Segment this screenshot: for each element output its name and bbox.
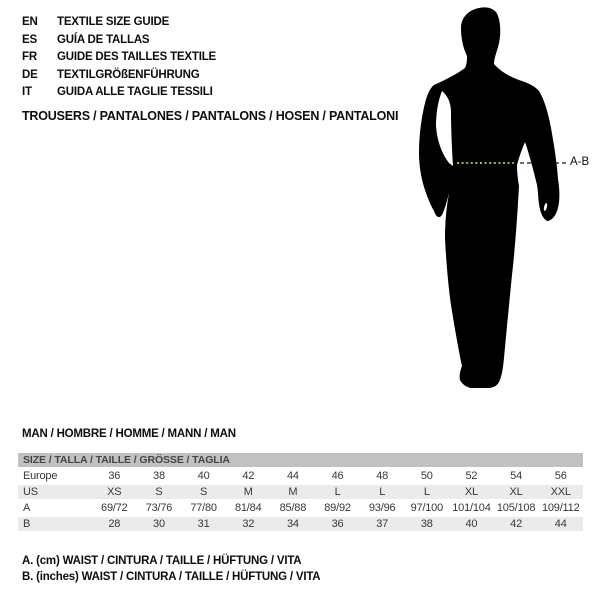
table-cell: 42 <box>510 518 522 530</box>
table-cell: 101/104 <box>452 502 491 514</box>
size-table-header: SIZE / TALLA / TAILLE / GRÖSSE / TAGLIA <box>18 453 583 467</box>
table-cell: 81/84 <box>234 502 262 514</box>
table-cell: 52 <box>465 470 478 482</box>
language-legend <box>22 14 216 102</box>
table-cell: M <box>243 486 253 498</box>
language-label: TEXTILE SIZE GUIDE <box>57 16 170 28</box>
language-row <box>22 49 216 67</box>
language-row <box>22 32 216 50</box>
language-row <box>22 67 216 85</box>
language-row <box>22 84 216 102</box>
language-label: GUIDE DES TAILLES TEXTILE <box>57 51 216 64</box>
man-silhouette-svg <box>395 0 600 395</box>
table-cell: 28 <box>108 518 121 530</box>
table-cell: 38 <box>153 470 165 482</box>
table-cell: 97/100 <box>410 502 444 514</box>
table-row-us <box>18 485 583 499</box>
table-cell: XL <box>509 486 523 498</box>
table-cell: 31 <box>197 518 210 530</box>
man-figure <box>395 0 600 395</box>
category-heading: TROUSERS / PANTALONES / PANTALONS / HOSEN / PANTALONI <box>22 109 399 123</box>
table-cell: 85/88 <box>279 502 307 514</box>
table-cell: L <box>423 486 430 498</box>
table-cell: XXL <box>550 486 571 498</box>
language-label: GUIDA ALLE TAGLIE TESSILI <box>57 86 213 99</box>
table-row-europe <box>18 469 583 483</box>
table-cell: 42 <box>242 470 255 482</box>
language-code: IT <box>22 86 32 99</box>
table-cell: 44 <box>286 470 299 482</box>
row-label: B <box>23 518 31 530</box>
table-cell: XL <box>464 486 478 498</box>
language-code: EN <box>22 16 38 28</box>
table-row-a-cm <box>18 501 583 515</box>
language-code: ES <box>22 33 37 46</box>
table-cell: 40 <box>465 518 478 530</box>
table-cell: L <box>379 486 386 498</box>
measurement-notes <box>22 553 320 585</box>
table-cell: 109/112 <box>541 502 580 514</box>
table-cell: 105/108 <box>496 502 536 514</box>
table-cell: 37 <box>376 518 389 530</box>
table-cell: 46 <box>331 470 344 482</box>
table-cell: 77/80 <box>190 502 217 514</box>
language-row <box>22 14 216 32</box>
table-cell: XS <box>107 486 122 498</box>
note-b: B. (inches) WAIST / CINTURA / TAILLE / HÜFTUNG / VITA <box>22 571 321 583</box>
note-a: A. (cm) WAIST / CINTURA / TAILLE / HÜFTUNG / VITA <box>22 555 302 567</box>
table-cell: L <box>334 486 341 498</box>
table-cell: 48 <box>376 470 389 482</box>
gender-heading: MAN / HOMBRE / HOMME / MANN / MAN <box>22 428 236 440</box>
row-label: Europe <box>23 470 58 482</box>
language-code: FR <box>22 51 37 64</box>
language-code: DE <box>22 68 38 81</box>
table-cell: S <box>155 486 163 498</box>
table-cell: M <box>288 486 298 498</box>
table-cell: 36 <box>331 518 344 530</box>
measure-ab-label: A-B <box>570 156 590 168</box>
table-cell: 89/92 <box>324 502 351 514</box>
language-label: TEXTILGRÖßENFÜHRUNG <box>57 68 200 81</box>
table-cell: 32 <box>242 518 255 530</box>
table-cell: 34 <box>286 518 299 530</box>
table-row-b-inches <box>18 517 583 531</box>
table-cell: 44 <box>554 518 567 530</box>
table-cell: 38 <box>420 518 433 530</box>
table-cell: 93/96 <box>368 502 396 514</box>
table-cell: 50 <box>420 470 433 482</box>
row-label: A <box>23 502 31 514</box>
size-table <box>18 453 583 531</box>
table-cell: 30 <box>153 518 165 530</box>
table-cell: 56 <box>554 470 567 482</box>
table-cell: 69/72 <box>101 502 128 514</box>
language-label: GUÍA DE TALLAS <box>57 33 150 46</box>
man-silhouette <box>419 7 559 388</box>
row-label: US <box>23 486 38 498</box>
table-cell: S <box>200 486 208 498</box>
table-cell: 36 <box>108 470 121 482</box>
table-cell: 73/76 <box>145 502 173 514</box>
table-cell: 54 <box>510 470 522 482</box>
table-cell: 40 <box>197 470 210 482</box>
